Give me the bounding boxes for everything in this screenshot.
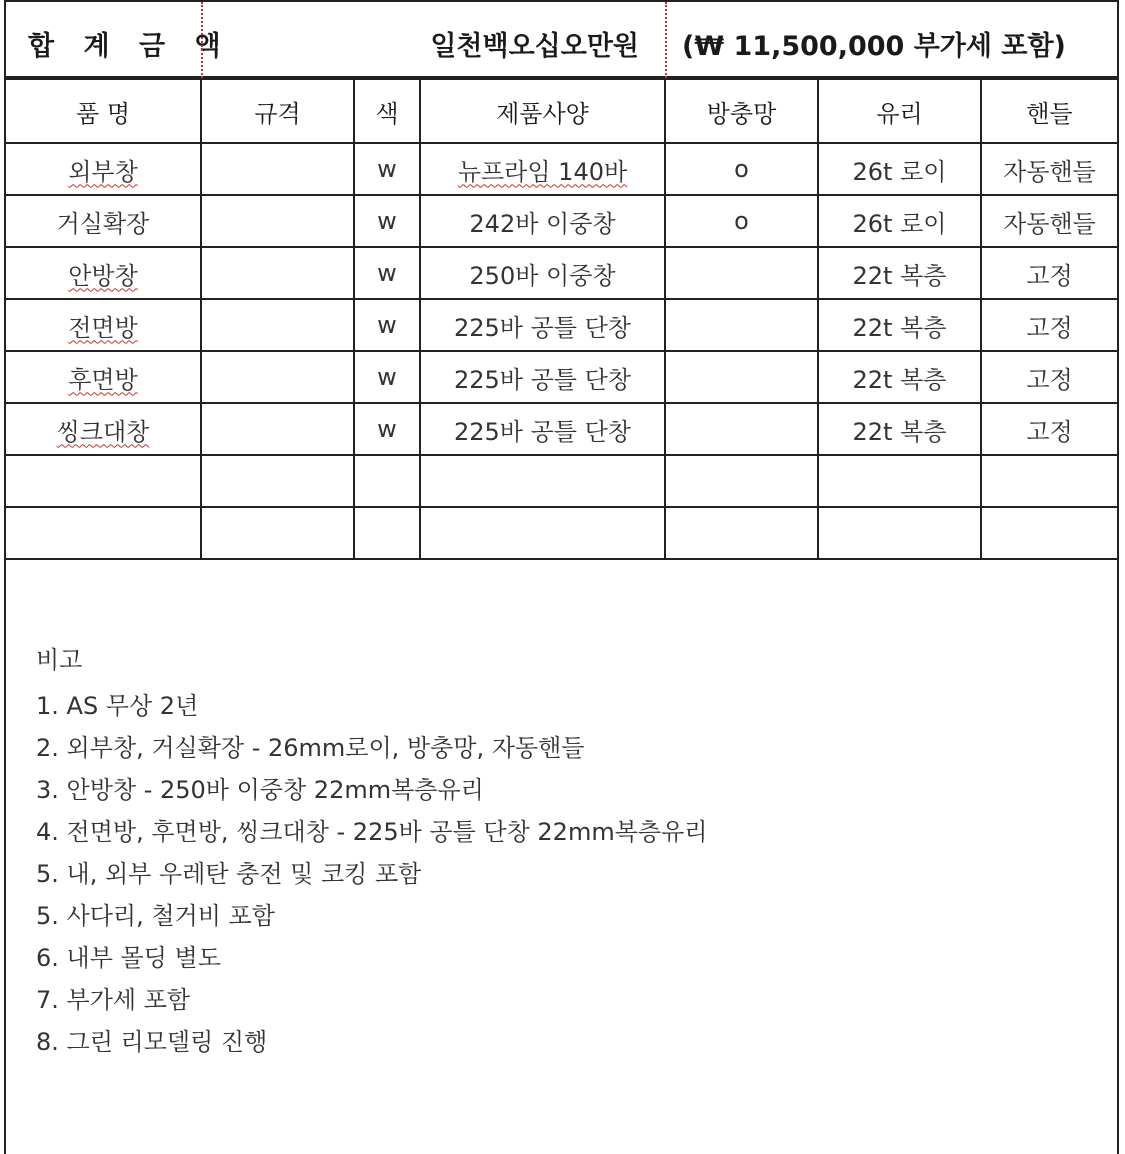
table-row-empty (6, 455, 1117, 507)
cell-insect-screen (665, 299, 818, 351)
cell-glass: 22t 복층 (818, 247, 981, 299)
cell-handle: 고정 (981, 299, 1117, 351)
header-color: 색 (354, 79, 420, 143)
cell-product-spec: 뉴프라임 140바 (420, 143, 665, 195)
table-row (6, 195, 1117, 247)
cell-glass: 22t 복층 (818, 299, 981, 351)
cell-insect-screen: o (665, 143, 818, 195)
header-product-spec: 제품사양 (420, 79, 665, 143)
cell-item-name: 후면방 (6, 351, 201, 403)
dotted-divider (201, 2, 203, 78)
cell-color: w (354, 143, 420, 195)
remark-line: 2. 외부창, 거실확장 - 26mm로이, 방충망, 자동핸들 (36, 734, 585, 762)
table-row (6, 351, 1117, 403)
cell-insect-screen (665, 403, 818, 455)
cell-item-name: 안방창 (6, 247, 201, 299)
cell-product-spec: 225바 공틀 단창 (420, 351, 665, 403)
remark-line: 4. 전면방, 후면방, 씽크대창 - 225바 공틀 단창 22mm복층유리 (36, 818, 708, 846)
remarks-title: 비고 (36, 646, 83, 674)
remark-line: 1. AS 무상 2년 (36, 692, 199, 720)
cell-product-spec: 225바 공틀 단창 (420, 403, 665, 455)
table-row (6, 403, 1117, 455)
header-insect-screen: 방충망 (665, 79, 818, 143)
cell-empty (665, 507, 818, 559)
cell-empty (201, 455, 354, 507)
header-handle: 핸들 (981, 79, 1117, 143)
cell-handle: 고정 (981, 351, 1117, 403)
cell-glass: 22t 복층 (818, 351, 981, 403)
table-row-empty (6, 507, 1117, 559)
dotted-divider (665, 2, 667, 78)
cell-product-spec: 225바 공틀 단창 (420, 299, 665, 351)
cell-insect-screen (665, 351, 818, 403)
cell-spec (201, 403, 354, 455)
cell-color: w (354, 195, 420, 247)
cell-spec (201, 299, 354, 351)
cell-empty (201, 507, 354, 559)
cell-item-name: 외부창 (6, 143, 201, 195)
quote-sheet (4, 0, 1119, 1154)
cell-product-spec: 250바 이중창 (420, 247, 665, 299)
cell-empty (6, 507, 201, 559)
total-amount-words: 일천백오십오만원 (430, 31, 639, 62)
cell-spec (201, 247, 354, 299)
cell-item-name: 거실확장 (6, 195, 201, 247)
cell-spec (201, 195, 354, 247)
header-item-name: 품 명 (6, 79, 201, 143)
cell-handle: 자동핸들 (981, 143, 1117, 195)
cell-glass: 22t 복층 (818, 403, 981, 455)
table-row (6, 247, 1117, 299)
remark-line: 3. 안방창 - 250바 이중창 22mm복층유리 (36, 776, 484, 804)
cell-empty (6, 455, 201, 507)
table-header-row (6, 79, 1117, 143)
cell-color: w (354, 403, 420, 455)
cell-empty (420, 507, 665, 559)
cell-empty (818, 455, 981, 507)
cell-empty (981, 507, 1117, 559)
cell-item-name: 전면방 (6, 299, 201, 351)
cell-handle: 자동핸들 (981, 195, 1117, 247)
cell-product-spec: 242바 이중창 (420, 195, 665, 247)
cell-color: w (354, 247, 420, 299)
cell-insect-screen (665, 247, 818, 299)
cell-empty (354, 507, 420, 559)
remark-line: 8. 그린 리모델링 진행 (36, 1028, 268, 1056)
remark-line: 5. 사다리, 철거비 포함 (36, 902, 275, 930)
cell-empty (420, 455, 665, 507)
table-row (6, 143, 1117, 195)
cell-empty (665, 455, 818, 507)
cell-glass: 26t 로이 (818, 195, 981, 247)
remarks-section (36, 640, 707, 1063)
remark-line: 7. 부가세 포함 (36, 986, 191, 1014)
cell-insect-screen: o (665, 195, 818, 247)
header-spec: 규격 (201, 79, 354, 143)
total-label: 합 계 금 액 (28, 31, 231, 62)
remark-line: 5. 내, 외부 우레탄 충전 및 코킹 포함 (36, 860, 422, 888)
cell-spec (201, 351, 354, 403)
cell-color: w (354, 299, 420, 351)
cell-empty (818, 507, 981, 559)
cell-handle: 고정 (981, 403, 1117, 455)
total-amount-detail: (₩ 11,500,000 부가세 포함) (682, 31, 1066, 62)
cell-color: w (354, 351, 420, 403)
cell-spec (201, 143, 354, 195)
cell-empty (354, 455, 420, 507)
cell-glass: 26t 로이 (818, 143, 981, 195)
cell-item-name: 씽크대창 (6, 403, 201, 455)
cell-empty (981, 455, 1117, 507)
items-table (6, 78, 1117, 560)
remark-line: 6. 내부 몰딩 별도 (36, 944, 221, 972)
cell-handle: 고정 (981, 247, 1117, 299)
total-amount-row (6, 0, 1117, 78)
header-glass: 유리 (818, 79, 981, 143)
table-row (6, 299, 1117, 351)
